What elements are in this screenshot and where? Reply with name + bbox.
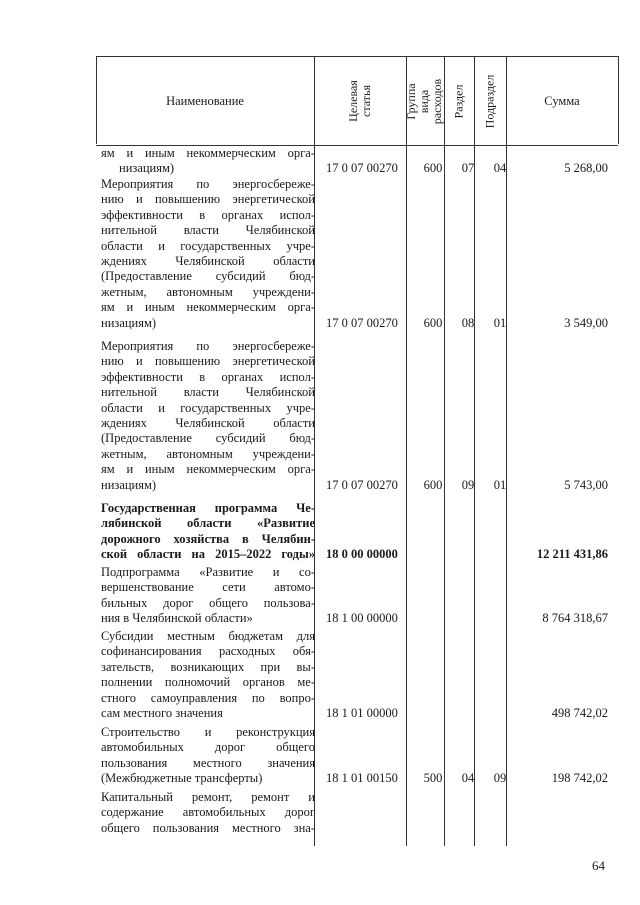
row-name: Субсидии местным бюджетам для софинансирования расходных обя- зательств, возникающих при вы- полнении полномочий органов ме- стного самоуправления по вопро- сам местного значения	[101, 629, 315, 721]
row-sum: 5 743,00	[564, 477, 608, 492]
row-sum: 8 764 318,67	[542, 611, 608, 626]
row-sum: 198 742,02	[551, 771, 608, 786]
header-target: Целевая статья	[346, 80, 373, 122]
header-name: Наименование	[166, 93, 244, 108]
row-code: 18 0 00 00000	[326, 547, 398, 562]
page-number: 64	[592, 858, 605, 873]
row-group: 600	[423, 477, 443, 492]
row-subsection: 09	[493, 771, 507, 786]
table-header	[96, 56, 618, 146]
row-code: 17 0 07 00270	[326, 477, 398, 492]
row-sum: 5 268,00	[564, 161, 608, 176]
grid-line	[618, 56, 619, 144]
row-sum: 498 742,02	[551, 706, 608, 720]
row-name: ям и иным некоммерческим орга- низациям)	[101, 146, 315, 176]
row-subsection: 04	[493, 161, 507, 176]
row-name: Государственная программа Че- лябинской области «Развитие дорожного хозяйства в Челябин- ской области на 2015–2022 годы»	[101, 501, 315, 562]
row-sum: 12 211 431,86	[536, 547, 608, 562]
header-subsection: Подраздел	[482, 74, 497, 128]
row-name: Подпрограмма «Развитие и со- вершенствование сети автомо- бильных дорог общего пользова- ния в Челябинской области»	[101, 565, 315, 626]
grid-line	[406, 56, 407, 846]
row-section: 04	[461, 771, 475, 786]
row-code: 17 0 07 00270	[326, 161, 398, 176]
row-group: 600	[423, 161, 443, 176]
row-section: 08	[461, 315, 475, 330]
row-code: 18 1 01 00150	[326, 771, 398, 786]
row-subsection: 01	[493, 315, 507, 330]
row-code: 17 0 07 00270	[326, 315, 398, 330]
row-section: 09	[461, 477, 475, 492]
row-name: Строительство и реконструкция автомобильных дорог общего пользования местного значения (Межбюджетные трансферты)	[101, 725, 315, 786]
row-group: 500	[423, 771, 443, 786]
row-name: Мероприятия по энергосбереже- нию и повышению энергетической эффективности в органах испол- нительной власти Челябинской области и государственных учре- ждениях Челябинской области (Предоставление субсидий бюд- жетным, автономным учреждени- ям и иным некоммерческим орга- низациям)	[101, 177, 315, 330]
row-name: Капитальный ремонт, ремонт и содержание автомобильных дорог общего пользования местного зна-	[101, 790, 315, 835]
header-group: Группа вида расходов	[404, 78, 445, 124]
row-sum: 3 549,00	[564, 315, 608, 330]
row-group: 600	[423, 315, 443, 330]
row-name: Мероприятия по энергосбереже- нию и повышению энергетической эффективности в органах испол- нительной власти Челябинской области и государственных учре- ждениях Челябинской области (Предоставление субсидий бюд- жетным, автономным учреждени- ям и иным некоммерческим орга- низациям)	[101, 339, 315, 492]
header-section: Раздел	[451, 84, 466, 118]
row-section: 07	[461, 161, 475, 176]
row-subsection: 01	[493, 477, 507, 492]
row-code: 18 1 01 00000	[326, 706, 398, 720]
header-sum: Сумма	[544, 93, 580, 108]
row-code: 18 1 00 00000	[326, 611, 398, 626]
grid-line	[96, 56, 97, 144]
